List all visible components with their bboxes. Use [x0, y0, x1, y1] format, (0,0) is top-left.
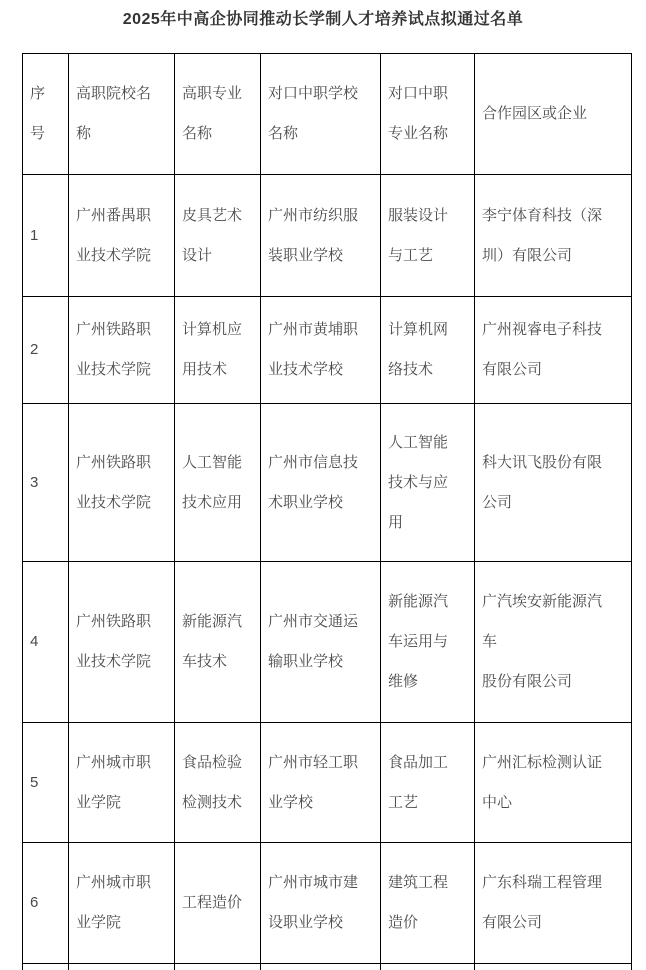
table-row-partial	[23, 964, 632, 970]
cell-partner	[475, 964, 632, 970]
table-row	[23, 297, 632, 404]
cell-college-major: 人工智能 技术应用	[175, 404, 261, 562]
table-row	[23, 723, 632, 843]
cell-college-major	[175, 964, 261, 970]
cell-school: 广州市信息技 术职业学校	[261, 404, 381, 562]
header-cell-serial: 序 号	[23, 54, 69, 175]
cell-school	[261, 964, 381, 970]
table-header-row	[23, 54, 632, 175]
cell-serial: 6	[23, 843, 69, 964]
cell-college	[69, 964, 175, 970]
cell-school-major	[381, 964, 475, 970]
cell-partner: 广汽埃安新能源汽 车 股份有限公司	[475, 562, 632, 723]
table-row	[23, 843, 632, 964]
cell-college-major: 食品检验 检测技术	[175, 723, 261, 843]
cell-school: 广州市黄埔职 业技术学校	[261, 297, 381, 404]
cell-partner: 广州汇标检测认证 中心	[475, 723, 632, 843]
cell-serial: 2	[23, 297, 69, 404]
cell-college-major: 皮具艺术 设计	[175, 175, 261, 297]
cell-school: 广州市城市建 设职业学校	[261, 843, 381, 964]
cell-school-major: 食品加工 工艺	[381, 723, 475, 843]
cell-school: 广州市交通运 输职业学校	[261, 562, 381, 723]
cell-school-major: 建筑工程 造价	[381, 843, 475, 964]
cell-partner: 李宁体育科技（深 圳）有限公司	[475, 175, 632, 297]
header-cell-partner: 合作园区或企业	[475, 54, 632, 175]
cell-serial: 3	[23, 404, 69, 562]
cell-school-major: 人工智能 技术与应 用	[381, 404, 475, 562]
cell-college-major: 计算机应 用技术	[175, 297, 261, 404]
table-row	[23, 404, 632, 562]
cell-partner: 广州视睿电子科技 有限公司	[475, 297, 632, 404]
cell-school: 广州市轻工职 业学校	[261, 723, 381, 843]
cell-school-major: 计算机网 络技术	[381, 297, 475, 404]
cell-school-major: 服装设计 与工艺	[381, 175, 475, 297]
cell-partner: 科大讯飞股份有限 公司	[475, 404, 632, 562]
cell-partner: 广东科瑞工程管理 有限公司	[475, 843, 632, 964]
table-row	[23, 175, 632, 297]
page-title: 2025年中高企协同推动长学制人才培养试点拟通过名单	[122, 11, 524, 28]
table-row	[23, 562, 632, 723]
cell-college: 广州城市职 业学院	[69, 843, 175, 964]
cell-college: 广州铁路职 业技术学院	[69, 297, 175, 404]
cell-college: 广州铁路职 业技术学院	[69, 562, 175, 723]
cell-college-major: 新能源汽 车技术	[175, 562, 261, 723]
cell-college-major: 工程造价	[175, 843, 261, 964]
cell-college: 广州城市职 业学院	[69, 723, 175, 843]
roster-table	[22, 53, 632, 970]
cell-college: 广州铁路职 业技术学院	[69, 404, 175, 562]
cell-college: 广州番禺职 业技术学院	[69, 175, 175, 297]
header-cell-school-major: 对口中职 专业名称	[381, 54, 475, 175]
header-cell-school: 对口中职学校 名称	[261, 54, 381, 175]
cell-school: 广州市纺织服 装职业学校	[261, 175, 381, 297]
cell-school-major: 新能源汽 车运用与 维修	[381, 562, 475, 723]
header-cell-college: 高职院校名 称	[69, 54, 175, 175]
cell-serial: 5	[23, 723, 69, 843]
cell-serial: 4	[23, 562, 69, 723]
header-cell-college-major: 高职专业 名称	[175, 54, 261, 175]
cell-serial	[23, 964, 69, 970]
cell-serial: 1	[23, 175, 69, 297]
